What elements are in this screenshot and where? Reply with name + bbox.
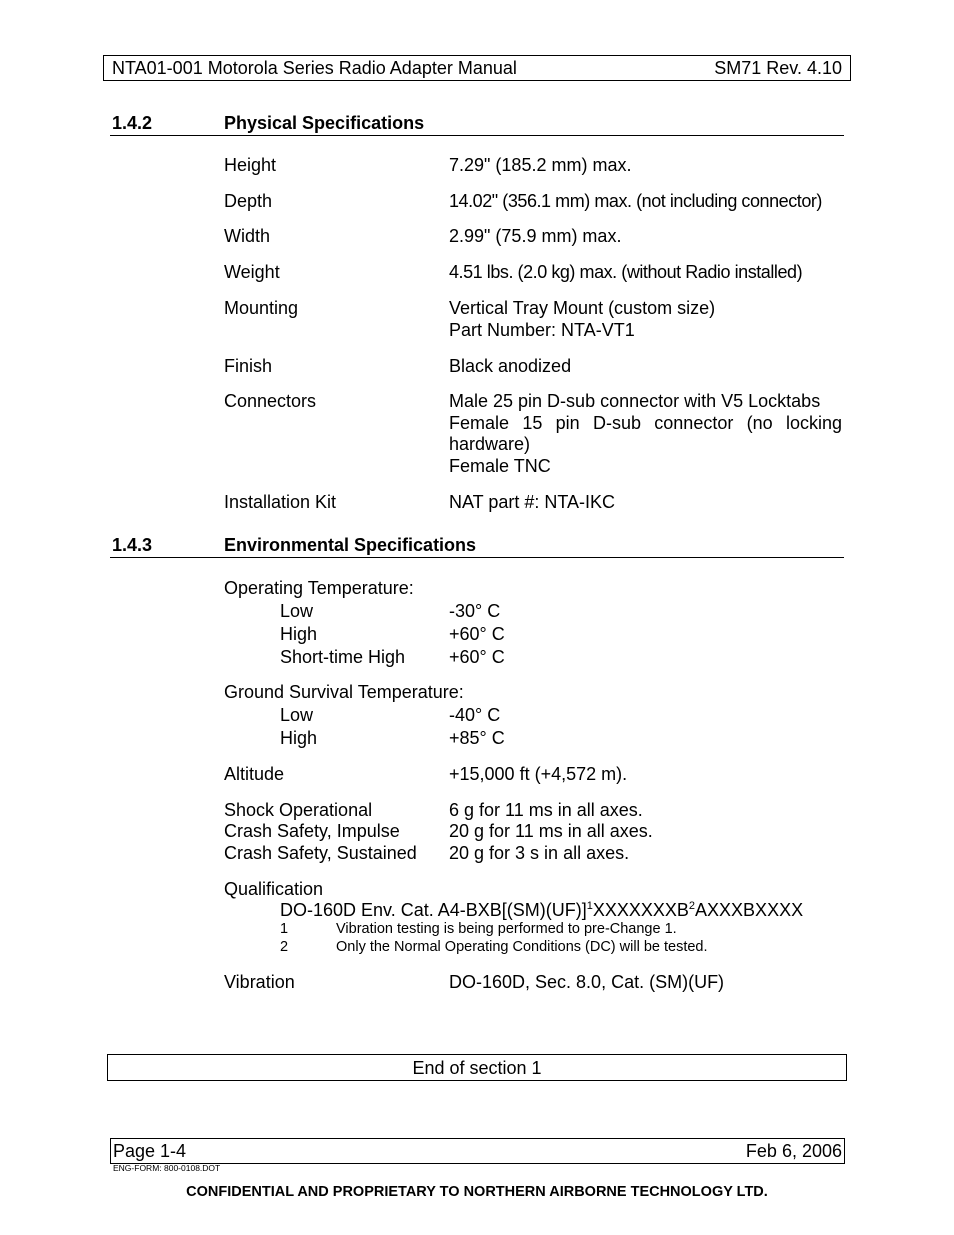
page-footer bbox=[110, 1138, 845, 1164]
vibration-value: DO-160D, Sec. 8.0, Cat. (SM)(UF) bbox=[449, 972, 725, 992]
spec-value-width: 2.99" (75.9 mm) max. bbox=[449, 226, 622, 246]
spec-value-finish: Black anodized bbox=[449, 356, 572, 376]
page-header bbox=[103, 55, 851, 81]
spec-label-installation-kit: Installation Kit bbox=[224, 492, 337, 512]
survival-temperature-heading: Ground Survival Temperature: bbox=[224, 682, 464, 702]
spec-value-mounting-line1: Vertical Tray Mount (custom size) bbox=[449, 298, 716, 318]
qualification-code-part-b: XXXXXXXB bbox=[592, 900, 689, 920]
spec-value-mounting-line2: Part Number: NTA-VT1 bbox=[449, 320, 635, 340]
spec-value-connectors-line1: Male 25 pin D-sub connector with V5 Locktabs bbox=[449, 391, 821, 411]
spec-value-weight: 4.51 lbs. (2.0 kg) max. (without Radio installed) bbox=[449, 262, 803, 282]
survival-low-value: -40° C bbox=[449, 705, 501, 725]
operating-high-label: High bbox=[280, 624, 318, 644]
footnote-number-1: 1 bbox=[280, 921, 289, 937]
footnote-text-1: Vibration testing is being performed to pre-Change 1. bbox=[336, 921, 677, 937]
survival-high-label: High bbox=[280, 728, 318, 748]
qualification-code-part-c: AXXXBXXXX bbox=[695, 900, 804, 920]
end-of-section-banner bbox=[107, 1054, 847, 1081]
operating-temperature-heading: Operating Temperature: bbox=[224, 578, 414, 598]
operating-high-value: +60° C bbox=[449, 624, 505, 644]
spec-value-installation-kit: NAT part #: NTA-IKC bbox=[449, 492, 616, 512]
operating-low-label: Low bbox=[280, 601, 314, 621]
confidentiality-notice: CONFIDENTIAL AND PROPRIETARY TO NORTHERN AIRBORNE TECHNOLOGY LTD. bbox=[186, 1184, 768, 1200]
spec-label-mounting: Mounting bbox=[224, 298, 299, 318]
spec-label-depth: Depth bbox=[224, 191, 273, 211]
operating-low-value: -30° C bbox=[449, 601, 501, 621]
operating-short-time-high-label: Short-time High bbox=[280, 647, 406, 667]
document-revision: SM71 Rev. 4.10 bbox=[714, 58, 842, 78]
spec-value-depth: 14.02" (356.1 mm) max. (not including connector) bbox=[449, 191, 822, 211]
spec-label-weight: Weight bbox=[224, 262, 280, 282]
document-date: Feb 6, 2006 bbox=[745, 1141, 842, 1161]
footnote-ref-1: 1 bbox=[586, 900, 593, 912]
crash-impulse-label: Crash Safety, Impulse bbox=[224, 821, 400, 841]
spec-label-height: Height bbox=[224, 155, 277, 175]
section-rule-environmental bbox=[110, 557, 844, 558]
crash-sustained-value: 20 g for 3 s in all axes. bbox=[449, 843, 630, 863]
section-title-physical: Physical Specifications bbox=[224, 113, 425, 133]
spec-value-connectors-line4: Female TNC bbox=[449, 456, 551, 476]
spec-value-connectors-line3: hardware) bbox=[449, 434, 531, 454]
survival-low-label: Low bbox=[280, 705, 314, 725]
survival-high-value: +85° C bbox=[449, 728, 505, 748]
form-number: ENG-FORM: 800-0108.DOT bbox=[113, 1163, 221, 1173]
shock-operational-value: 6 g for 11 ms in all axes. bbox=[449, 800, 643, 820]
section-title-environmental: Environmental Specifications bbox=[224, 535, 477, 555]
section-number-environmental: 1.4.3 bbox=[112, 535, 153, 555]
section-number-physical: 1.4.2 bbox=[112, 113, 153, 133]
qualification-code-part-a: DO-160D Env. Cat. A4-BXB[(SM)(UF)] bbox=[280, 900, 587, 920]
crash-sustained-label: Crash Safety, Sustained bbox=[224, 843, 417, 863]
spec-label-connectors: Connectors bbox=[224, 391, 317, 411]
qualification-label: Qualification bbox=[224, 879, 324, 899]
spec-value-height: 7.29" (185.2 mm) max. bbox=[449, 155, 632, 175]
footnote-number-2: 2 bbox=[280, 939, 289, 955]
crash-impulse-value: 20 g for 11 ms in all axes. bbox=[449, 821, 653, 841]
spec-label-finish: Finish bbox=[224, 356, 273, 376]
document-title: NTA01-001 Motorola Series Radio Adapter Manual bbox=[112, 58, 517, 78]
page-number: Page 1-4 bbox=[113, 1141, 187, 1161]
footnote-text-2: Only the Normal Operating Conditions (DC) will be tested. bbox=[336, 939, 708, 955]
operating-short-time-high-value: +60° C bbox=[449, 647, 505, 667]
spec-label-width: Width bbox=[224, 226, 271, 246]
shock-operational-label: Shock Operational bbox=[224, 800, 373, 820]
vibration-label: Vibration bbox=[224, 972, 295, 992]
qualification-code bbox=[280, 900, 803, 921]
end-of-section-text: End of section 1 bbox=[412, 1058, 542, 1078]
altitude-label: Altitude bbox=[224, 764, 285, 784]
altitude-value: +15,000 ft (+4,572 m). bbox=[449, 764, 628, 784]
spec-value-connectors-line2: Female 15 pin D-sub connector (no locking bbox=[449, 413, 842, 433]
section-rule-physical bbox=[110, 135, 844, 136]
footnote-ref-2: 2 bbox=[688, 900, 696, 912]
